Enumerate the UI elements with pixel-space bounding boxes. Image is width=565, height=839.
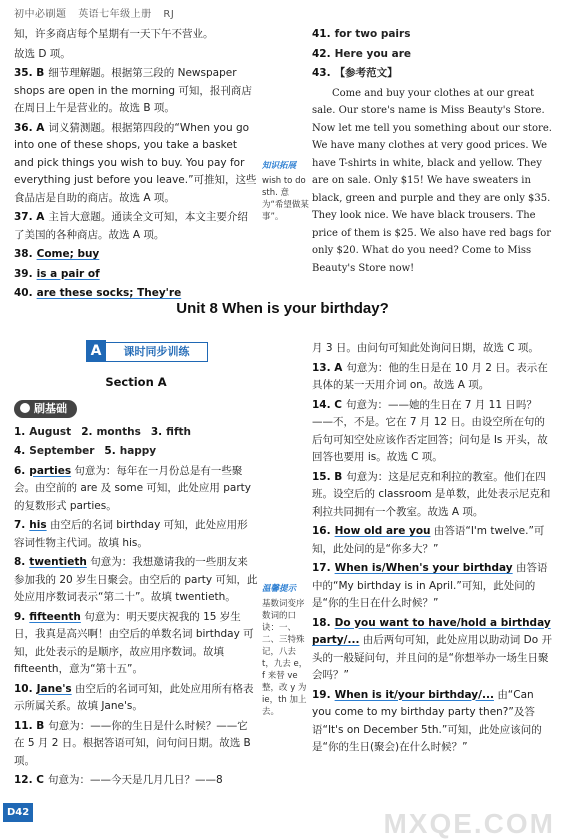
- banner-text: 课时同步训练: [106, 342, 208, 362]
- item-text: 句意为：我想邀请我的一些朋友来参加我的 20 岁生日聚会。由空后的 party 可知，此处应用序数词表示“第二十”。故填 twentieth。: [14, 556, 258, 603]
- item-number: 2.: [81, 425, 93, 438]
- list-item: [14, 65, 258, 118]
- item-number: 38.: [14, 248, 33, 260]
- item-text: 句意为：他的生日是在 10 月 2 日。表示在具体的某一天用介词 on。故选 A 项。: [312, 361, 548, 391]
- item-text: 句意为：——她的生日在 7 月 11 日吗？——不，不是。它在 7 月 12 日。由设空所在句的后句可知空处应该作否定回答；问句是 Is 开头，故回答也要用 is。故选 C 项。: [312, 398, 548, 463]
- answer: is a pair of: [36, 267, 100, 280]
- edition: RJ: [163, 9, 175, 20]
- list-item: [14, 681, 258, 716]
- answer: months: [96, 425, 141, 438]
- lower-right-column: [312, 340, 554, 759]
- list-item: [312, 46, 554, 64]
- item-text: 句意为：每年在一月份总是有一些聚会。由空前的 are 及 some 可知，此处应用 party 的复数形式 parties。: [14, 464, 251, 512]
- list-item: [14, 46, 258, 64]
- item-number: 1.: [14, 425, 26, 438]
- item-number: 35. B: [14, 67, 45, 79]
- list-item: [312, 397, 554, 467]
- item-number: 36. A: [14, 121, 45, 134]
- answer: September: [29, 445, 95, 457]
- item-text: 主旨大意题。通读全文可知，本文主要介绍了美国的各种商店。故选 A 项。: [14, 211, 248, 241]
- item-number: 42.: [312, 47, 331, 60]
- list-item: [14, 120, 258, 208]
- answer: are these socks; They're: [36, 287, 182, 299]
- pill-dot-icon: [20, 403, 30, 413]
- list-item: [14, 463, 258, 516]
- item-number: 4.: [14, 445, 26, 457]
- item-text: 由答语中的“My birthday is in April.”可知，此处问的是“你的生日在什么时候？”: [312, 562, 548, 609]
- list-item: [312, 65, 554, 83]
- answer: How old are you: [334, 525, 431, 537]
- item-number: 8.: [14, 556, 26, 568]
- pill-text: 刷基础: [34, 401, 67, 415]
- answer: fifteenth: [29, 610, 81, 623]
- item-number: 9.: [14, 610, 26, 623]
- item-number: 43.: [312, 67, 331, 79]
- upper-right-column: [312, 26, 554, 277]
- tip-body: 基数词变序数词的口诀：一、二、三特殊记，八去 t，九去 e，f 来替 ve 整，改 y 为 ie，th 加上去。: [262, 599, 308, 717]
- item-text: 句意为：这是尼克和利拉的教室。他们在四班。设空后的 classroom 是单数，此处表示尼克和利拉共同拥有一个教室。故选 A 项。: [312, 470, 551, 518]
- page-number: D42: [3, 803, 33, 823]
- book-name: 初中必刷题: [14, 9, 67, 20]
- upper-left-column: [14, 26, 258, 305]
- answer: Here you are: [334, 47, 412, 60]
- item-text: 句意为：——你的生日是什么时候？——它在 5 月 2 日。根据答语可知，问句问日期。故选 B 项。: [14, 719, 251, 767]
- subject-name: 英语七年级上册: [78, 9, 152, 20]
- list-item: [312, 523, 554, 558]
- item-number: 12. C: [14, 774, 44, 786]
- warm-tip: [262, 583, 310, 718]
- lower-left-column: [14, 340, 258, 792]
- model-essay: Come and buy your clothes at our great sale. Our store's name is Miss Beauty's Store. Now let me tell you something about our store. We have many clothes at very good prices. We have T-shirts in white, black and yellow. They are on sale. Only $15! We have sweaters in black, green and purple and they are only $35. They look nice. We have black trousers. The price of them is $25. We also have red bags for only $20. What do you need? Come to Miss Beauty's Store now!: [312, 87, 552, 274]
- list-item: [14, 246, 258, 264]
- banner-letter: A: [86, 340, 106, 362]
- item-number: 41.: [312, 28, 331, 40]
- list-item: [312, 26, 554, 44]
- list-item: [14, 554, 258, 607]
- section-title: Section A: [105, 375, 167, 389]
- item-text: 由空后的名词可知，此处应用所有格表示所属关系。故填 Jane's。: [14, 682, 254, 712]
- item-number: 37. A: [14, 211, 45, 223]
- item-number: 3.: [150, 425, 163, 438]
- item-number: 17.: [312, 562, 331, 574]
- answer: Do you want to have/hold a birthday party/...: [312, 616, 551, 646]
- list-item: [312, 469, 554, 522]
- list-item: [14, 443, 258, 461]
- answer: parties: [29, 464, 72, 477]
- page-header: [14, 6, 182, 24]
- item-number: 7.: [14, 519, 26, 531]
- list-item: [312, 340, 554, 358]
- item-number: 10.: [14, 682, 33, 695]
- answer: When is/When's your birthday: [334, 562, 513, 574]
- list-item: [14, 517, 258, 552]
- unit-title: Unit 8 When is your birthday?: [176, 300, 389, 317]
- list-item: [14, 424, 258, 442]
- item-number: 15. B: [312, 470, 343, 483]
- answer: for two pairs: [334, 28, 411, 40]
- item-number: 11. B: [14, 719, 45, 732]
- answer: happy: [119, 445, 157, 457]
- list-item: [14, 772, 258, 790]
- knowledge-tip: [262, 160, 310, 223]
- item-text: 句意为：明天要庆祝我的 15 岁生日，我真是高兴啊！由空后的单数名词 birthday 可知，此处表示的是顺序，故应用序数词。故填 fifteenth，意为“第十五”。: [14, 610, 254, 675]
- list-item: [14, 718, 258, 771]
- tip-body: wish to do sth. 意为“希望做某事”。: [262, 176, 309, 222]
- list-item: [312, 615, 554, 685]
- answer: When is it/your birthday/...: [334, 688, 494, 701]
- item-number: 14. C: [312, 398, 342, 411]
- list-item: [14, 266, 258, 284]
- item-number: 19.: [312, 688, 331, 701]
- tip-title: 温馨提示: [262, 584, 297, 594]
- item-number: 6.: [14, 464, 26, 477]
- section-banner: [86, 340, 208, 364]
- item-text: 由空后的名词 birthday 可知，此处应用形容词性物主代词。故填 his。: [14, 519, 248, 549]
- item-text: 故选 D 项。: [14, 47, 71, 60]
- answer: Come; buy: [36, 248, 100, 260]
- item-text: 词义猜测题。根据第四段的“When you go into one of these shops, you take a basket and pick things you wish to buy. You pay for everything just before you leave.”可推知，这些食品店是自助的商店。故选 A 项。: [14, 121, 257, 204]
- item-number: 40.: [14, 287, 33, 299]
- list-item: [312, 560, 554, 613]
- item-text: 句意为：——今天是几月几日？——8: [47, 774, 223, 786]
- item-text: 由答语“I'm twelve.”可知，此处问的是“你多大？”: [312, 525, 545, 555]
- answer: fifth: [166, 425, 192, 438]
- answer: August: [29, 425, 72, 438]
- item-number: 39.: [14, 267, 33, 280]
- item-number: 16.: [312, 525, 331, 537]
- answer: his: [29, 519, 47, 531]
- answer: Jane's: [36, 682, 72, 695]
- watermark: MXQE.COM: [383, 807, 555, 839]
- list-item: [312, 360, 554, 395]
- item-number: 18.: [312, 616, 331, 629]
- answer: twentieth: [29, 556, 87, 568]
- practice-pill: [14, 400, 77, 418]
- answer: 【参考范文】: [334, 67, 398, 79]
- item-text: 由“Can you come to my birthday party then?”及答语“It's on December 5th.”可知，此处应该问的是“你的生日(聚会)在什么时候？”: [312, 688, 542, 753]
- item-text: 由后两句可知，此处应用以助动词 Do 开头的一般疑问句，并且问的是“你想举办一场生日聚会吗？”: [312, 634, 552, 681]
- list-item: [14, 26, 258, 44]
- list-item: [14, 209, 258, 244]
- item-number: 5.: [104, 445, 116, 457]
- list-item: [312, 687, 554, 757]
- item-text: 知，许多商店每个星期有一天下午不营业。: [14, 28, 214, 40]
- item-number: 13. A: [312, 361, 343, 374]
- item-text: 细节理解题。根据第三段的 Newspaper shops are open in the morning 可知，报刊商店在周日上午是营业的。故选 B 项。: [14, 67, 252, 114]
- item-text: 月 3 日。由问句可知此处询问日期，故选 C 项。: [312, 342, 539, 354]
- list-item: [14, 609, 258, 679]
- tip-title: 知识拓展: [262, 161, 297, 171]
